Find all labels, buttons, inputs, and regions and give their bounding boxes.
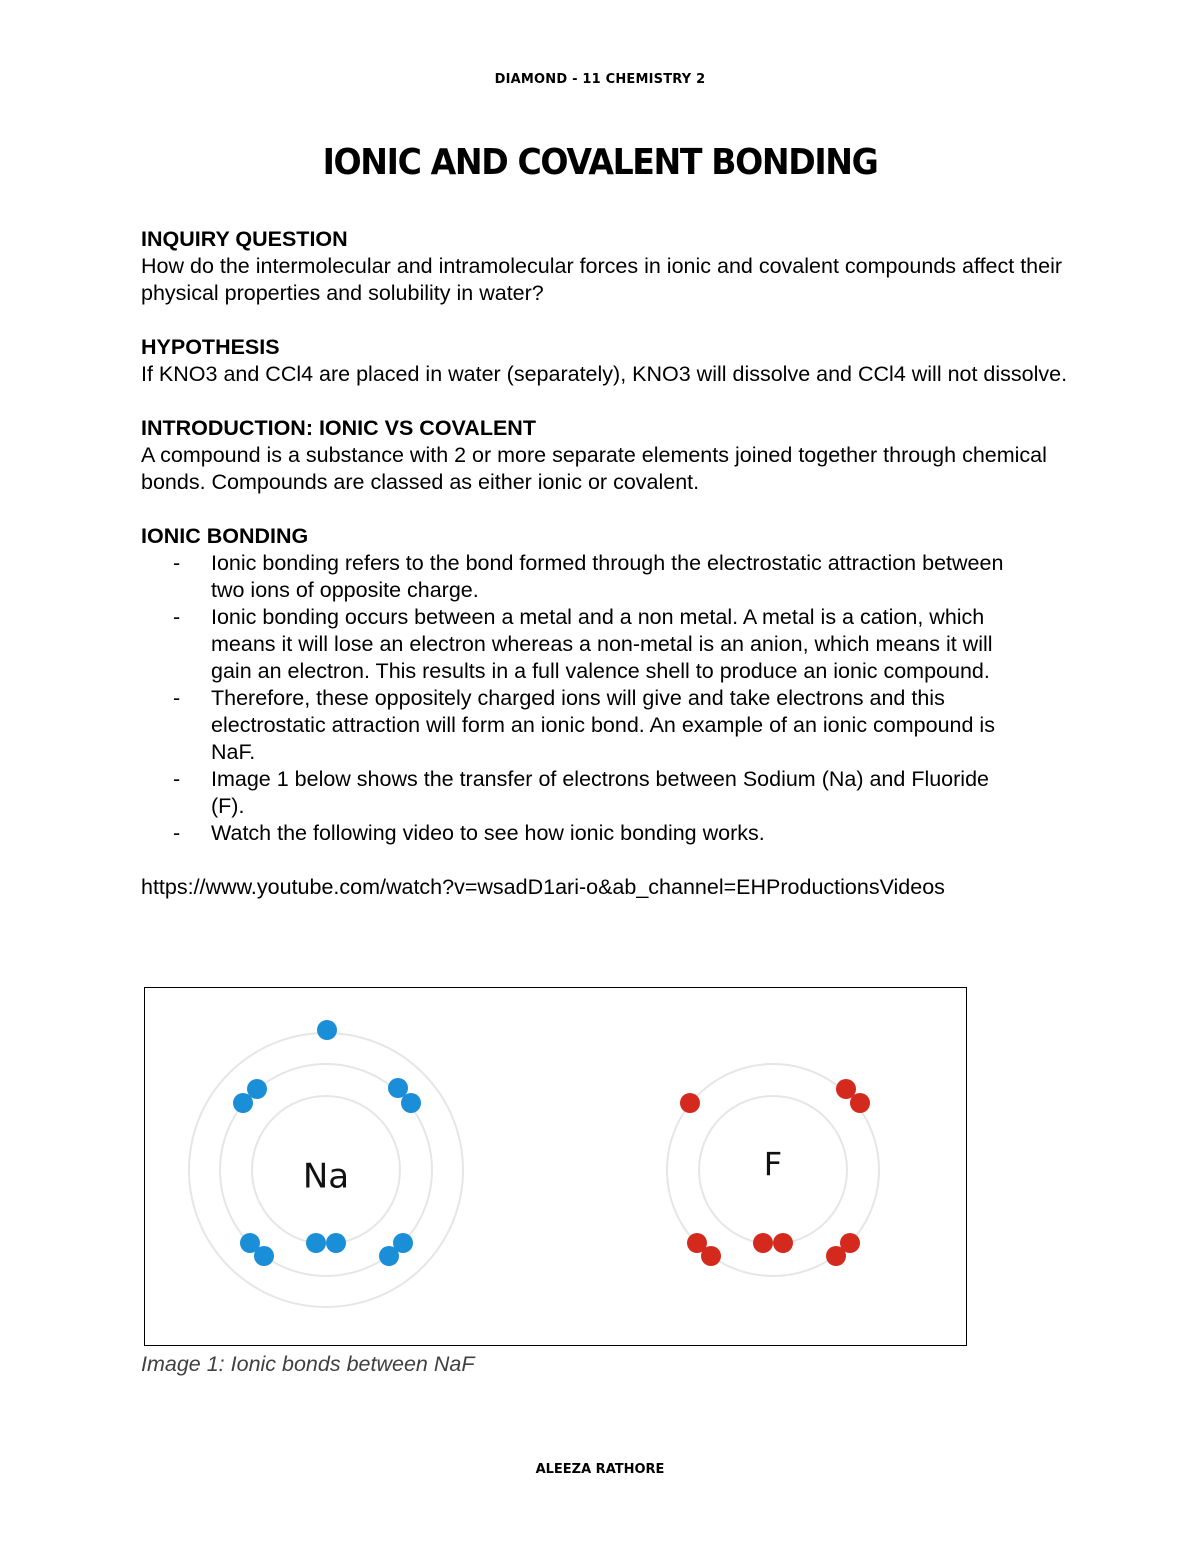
list-item xyxy=(141,766,1071,820)
sodium-electrons xyxy=(233,1020,421,1266)
introduction-text: A compound is a substance with 2 or more separate elements joined together through chemical bonds. Compounds are classed as either ionic or covalent. xyxy=(141,443,1047,494)
sodium-electron xyxy=(317,1020,337,1040)
sodium-atom xyxy=(189,1020,463,1307)
inquiry-text: How do the intermolecular and intramolecular forces in ionic and covalent compounds affect their physical properties and solubility in water? xyxy=(141,254,1063,305)
fluorine-symbol: F xyxy=(763,1145,783,1183)
list-item xyxy=(141,550,1071,604)
list-item-text: Ionic bonding refers to the bond formed through the electrostatic attraction between two ions of opposite charge. xyxy=(211,551,1004,602)
sodium-electron xyxy=(233,1093,253,1113)
ionic-bonding-heading: IONIC BONDING xyxy=(141,524,309,548)
dash-bullet: - xyxy=(173,767,181,791)
hypothesis-text: If KNO3 and CCl4 are placed in water (separately), KNO3 will dissolve and CCl4 will not dissolve. xyxy=(141,362,1068,386)
ionic-bonding-section xyxy=(141,523,1071,901)
fluorine-electron xyxy=(753,1233,773,1253)
sodium-electron xyxy=(254,1246,274,1266)
fluorine-atom xyxy=(667,1064,879,1276)
fluorine-electron xyxy=(701,1246,721,1266)
fluorine-electron xyxy=(840,1233,860,1253)
list-item xyxy=(141,604,1071,685)
naf-diagram-svg xyxy=(145,988,966,1345)
page-header: DIAMOND - 11 CHEMISTRY 2 xyxy=(494,72,706,87)
list-item-text: Therefore, these oppositely charged ions will give and take electrons and this electrostatic attraction will form an ionic bond. An example of an ionic compound is NaF. xyxy=(211,686,995,764)
fluorine-electron xyxy=(850,1093,870,1113)
figure-caption: Image 1: Ionic bonds between NaF xyxy=(141,1352,475,1376)
sodium-electron xyxy=(306,1233,326,1253)
introduction-section xyxy=(141,415,1071,496)
video-link[interactable]: https://www.youtube.com/watch?v=wsadD1ari-o&ab_channel=EHProductionsVideos xyxy=(141,875,945,899)
list-item xyxy=(141,820,1071,847)
fluorine-electron xyxy=(773,1233,793,1253)
list-item-text: Image 1 below shows the transfer of electrons between Sodium (Na) and Fluoride (F). xyxy=(211,767,989,818)
hypothesis-heading: HYPOTHESIS xyxy=(141,335,280,359)
naf-diagram xyxy=(144,987,967,1346)
page-title: IONIC AND COVALENT BONDING xyxy=(322,142,878,183)
hypothesis-section xyxy=(141,334,1071,388)
sodium-symbol: Na xyxy=(302,1156,350,1197)
inquiry-heading: INQUIRY QUESTION xyxy=(141,227,348,251)
dash-bullet: - xyxy=(173,605,181,629)
list-item xyxy=(141,685,1071,766)
dash-bullet: - xyxy=(173,551,181,575)
introduction-heading: INTRODUCTION: IONIC VS COVALENT xyxy=(141,416,536,440)
sodium-electron xyxy=(401,1093,421,1113)
dash-bullet: - xyxy=(173,686,181,710)
page-footer: ALEEZA RATHORE xyxy=(535,1462,665,1477)
list-item-text: Ionic bonding occurs between a metal and a non metal. A metal is a cation, which means it will lose an electron whereas a non-metal is an anion, which means it will gain an electron. This results in a full valence shell to produce an ionic compound. xyxy=(211,605,993,683)
inquiry-section xyxy=(141,226,1071,307)
list-item-text: Watch the following video to see how ionic bonding works. xyxy=(211,821,765,845)
dash-bullet: - xyxy=(173,821,181,845)
sodium-electron xyxy=(326,1233,346,1253)
sodium-electron xyxy=(393,1233,413,1253)
fluorine-electron xyxy=(680,1093,700,1113)
document-body xyxy=(141,226,1071,928)
ionic-bonding-list xyxy=(141,550,1071,847)
